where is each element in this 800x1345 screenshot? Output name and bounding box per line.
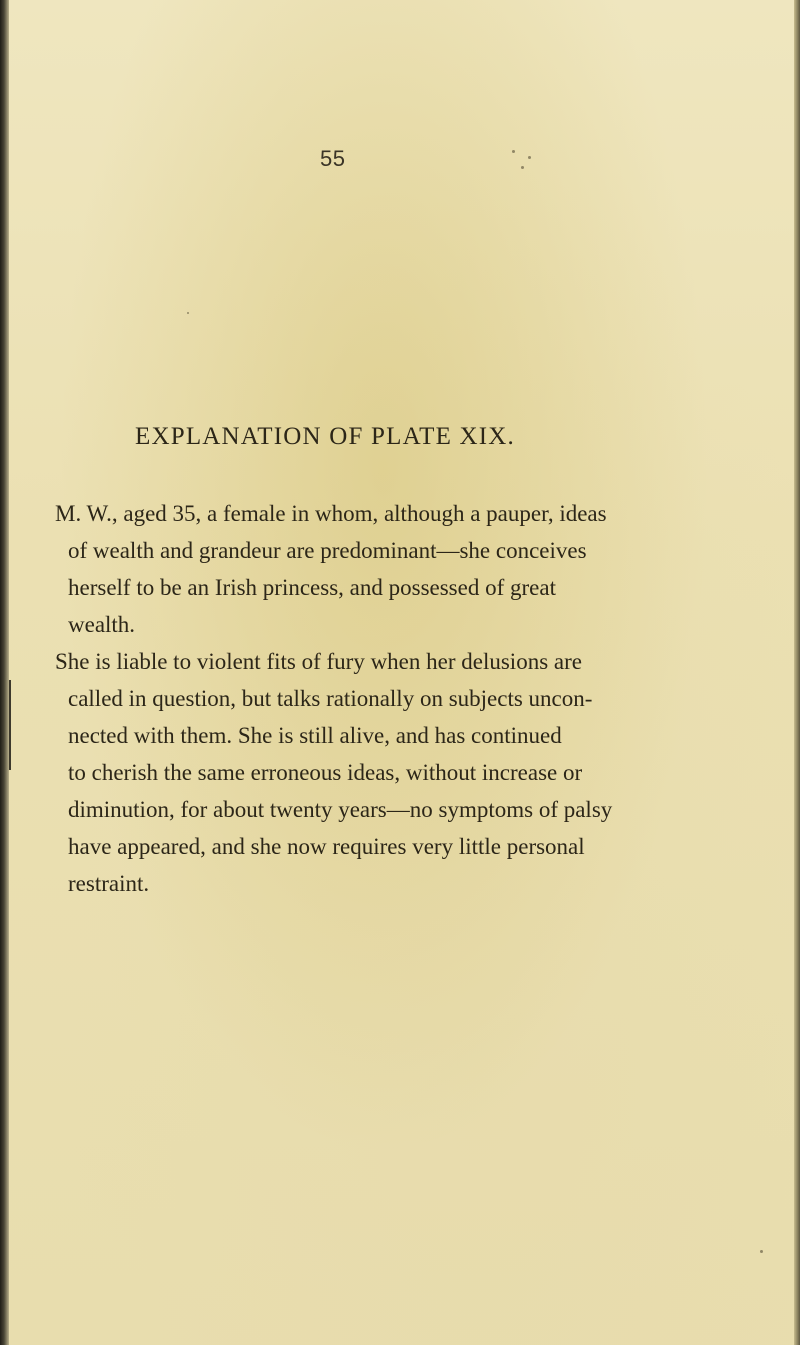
paper-speck	[512, 150, 515, 153]
page-title: EXPLANATION OF PLATE XIX.	[135, 423, 515, 450]
text-line: to cherish the same erroneous ideas, without increase or	[68, 760, 583, 785]
text-line: have appeared, and she now requires very little personal	[68, 834, 585, 859]
text-line: M. W., aged 35, a female in whom, although a pauper, ideas	[55, 501, 607, 526]
paper-speck	[521, 166, 524, 169]
paper-speck	[528, 156, 531, 159]
text-line: called in question, but talks rationally on subjects uncon-	[68, 686, 593, 711]
page-left-edge	[0, 0, 9, 1345]
page-right-edge	[794, 0, 800, 1345]
text-line: nected with them. She is still alive, and has continued	[68, 723, 562, 748]
text-line: diminution, for about twenty years—no symptoms of palsy	[68, 797, 613, 822]
text-line: restraint.	[68, 871, 150, 896]
paper-speck	[760, 1250, 763, 1253]
paper-speck	[187, 312, 189, 314]
text-line: of wealth and grandeur are predominant—she conceives	[68, 538, 587, 563]
text-line: herself to be an Irish princess, and possessed of great	[68, 575, 556, 600]
text-line: wealth.	[68, 612, 136, 637]
page-number: 55	[320, 146, 346, 171]
body-text	[55, 495, 755, 902]
text-line: She is liable to violent fits of fury when her delusions are	[55, 649, 582, 674]
page-left-edge-mark	[9, 680, 11, 770]
